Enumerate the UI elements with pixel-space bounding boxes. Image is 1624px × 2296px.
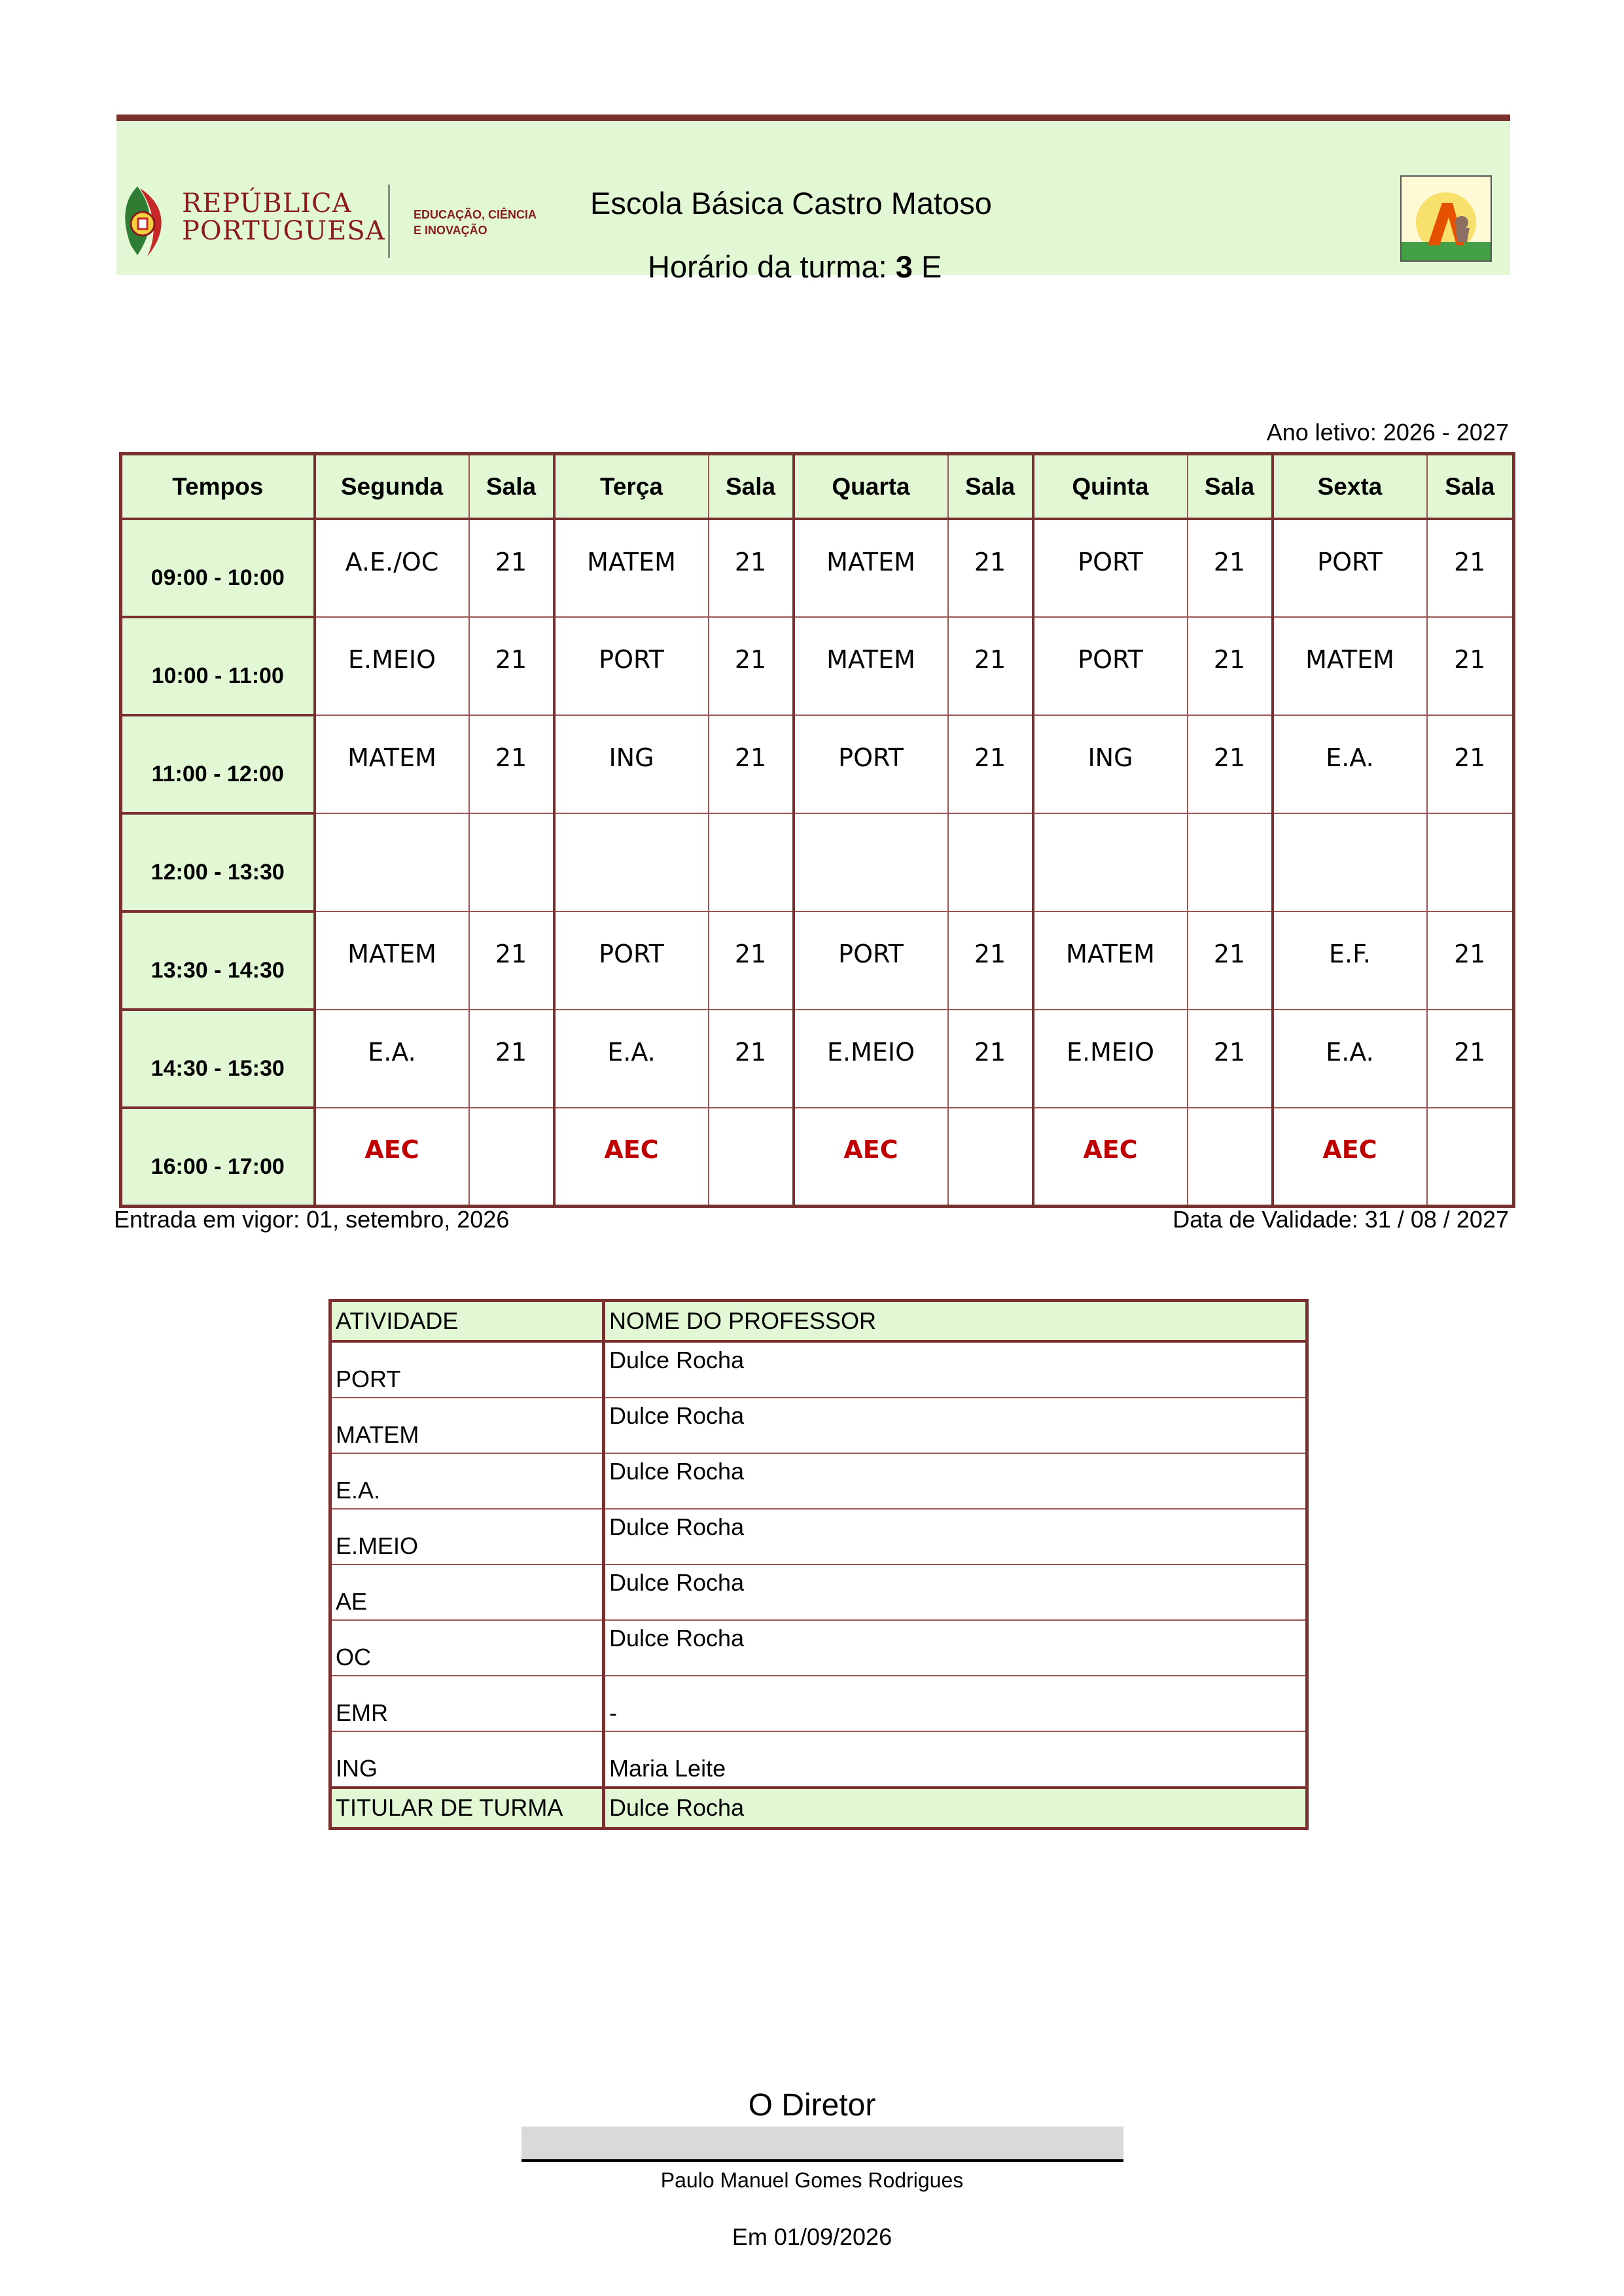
time-slot: 16:00 - 17:00 [121,1108,315,1206]
room-cell [948,813,1033,911]
time-slot: 11:00 - 12:00 [121,715,315,813]
class-tutor-row [330,1788,1307,1829]
class-timetable [119,452,1515,1208]
subject-cell: E.F. [1273,911,1427,1010]
subject-cell: PORT [794,715,948,813]
header-tempos: Tempos [121,454,315,520]
subject-cell: PORT [1033,519,1188,617]
teacher-name-cell: Dulce Rocha [604,1620,1307,1676]
ministry-line1: EDUCAÇÃO, CIÊNCIA [414,208,537,221]
subject-cell: ING [1033,715,1188,813]
header-segunda: Segunda [315,454,469,520]
activity-cell: MATEM [330,1398,604,1453]
header-terca: Terça [554,454,709,520]
subject-cell: MATEM [315,715,469,813]
room-cell: 21 [1427,617,1514,715]
room-cell: 21 [1427,911,1514,1010]
school-name: Escola Básica Castro Matoso [590,186,992,221]
room-cell [1188,813,1273,911]
aec-cell: AEC [315,1108,469,1206]
signature-line [521,2127,1123,2162]
director-label: O Diretor [748,2088,876,2123]
subject-cell: MATEM [1033,911,1188,1010]
room-cell: 21 [948,617,1033,715]
room-cell: 21 [469,1010,554,1108]
room-cell: 21 [1427,1010,1514,1108]
subject-cell: MATEM [794,617,948,715]
class-tutor-name: Dulce Rocha [604,1788,1307,1829]
subject-cell: PORT [554,617,709,715]
room-cell [948,1108,1033,1206]
class-tutor-label: TITULAR DE TURMA [330,1788,604,1829]
room-cell: 21 [469,617,554,715]
room-cell: 21 [709,715,794,813]
signature-date: Em 01/09/2026 [732,2223,892,2250]
room-cell: 21 [948,519,1033,617]
time-slot: 14:30 - 15:30 [121,1010,315,1108]
room-cell: 21 [1188,519,1273,617]
class-label: Horário da turma: [648,249,887,284]
class-letter: E [921,249,942,284]
subject-cell: MATEM [315,911,469,1010]
subject-cell: ING [554,715,709,813]
teacher-row [330,1620,1307,1676]
activity-cell: EMR [330,1676,604,1731]
room-cell: 21 [948,911,1033,1010]
header-activity: ATIVIDADE [330,1301,604,1342]
subject-cell [315,813,469,911]
teacher-name-cell: Dulce Rocha [604,1564,1307,1620]
room-cell: 21 [948,715,1033,813]
timetable-row [121,617,1514,715]
subject-cell: A.E./OC [315,519,469,617]
activity-cell: OC [330,1620,604,1676]
class-year: 3 [895,249,913,284]
time-slot: 12:00 - 13:30 [121,813,315,911]
teacher-row [330,1676,1307,1731]
room-cell [469,1108,554,1206]
activity-cell: E.MEIO [330,1509,604,1564]
activity-cell: AE [330,1564,604,1620]
subject-cell: MATEM [794,519,948,617]
room-cell [469,813,554,911]
activity-cell: ING [330,1731,604,1788]
subject-cell: PORT [1273,519,1427,617]
teacher-row [330,1509,1307,1564]
header-quarta: Quarta [794,454,948,520]
header-sala: Sala [1427,454,1514,520]
room-cell [1427,813,1514,911]
room-cell [1188,1108,1273,1206]
teacher-row [330,1398,1307,1453]
room-cell: 21 [709,519,794,617]
teacher-name-cell: Dulce Rocha [604,1398,1307,1453]
teacher-row [330,1564,1307,1620]
subject-cell: MATEM [554,519,709,617]
room-cell: 21 [469,911,554,1010]
time-slot: 13:30 - 14:30 [121,911,315,1010]
validity-date: Data de Validade: 31 / 08 / 2027 [1173,1206,1509,1233]
activity-cell: E.A. [330,1453,604,1509]
teachers-header-row [330,1301,1307,1342]
teacher-name-cell: Dulce Rocha [604,1509,1307,1564]
room-cell [709,1108,794,1206]
header-teacher: NOME DO PROFESSOR [604,1301,1307,1342]
room-cell: 21 [469,715,554,813]
teachers-table [328,1299,1309,1830]
header-sexta: Sexta [1273,454,1427,520]
subject-cell: PORT [794,911,948,1010]
room-cell: 21 [1188,715,1273,813]
room-cell: 21 [1188,1010,1273,1108]
aec-cell: AEC [794,1108,948,1206]
teacher-name-cell: - [604,1676,1307,1731]
subject-cell: E.A. [315,1010,469,1108]
room-cell: 21 [1427,519,1514,617]
teacher-row [330,1341,1307,1398]
timetable-row [121,519,1514,617]
room-cell: 21 [469,519,554,617]
school-year: Ano letivo: 2026 - 2027 [1266,419,1509,446]
timetable-header-row [121,454,1514,520]
aec-cell: AEC [1273,1108,1427,1206]
subject-cell: PORT [554,911,709,1010]
subject-cell: E.MEIO [315,617,469,715]
teacher-name-cell: Dulce Rocha [604,1341,1307,1398]
class-title [648,249,942,285]
subject-cell: E.A. [554,1010,709,1108]
effective-date: Entrada em vigor: 01, setembro, 2026 [114,1206,510,1233]
subject-cell [1033,813,1188,911]
header-sala: Sala [469,454,554,520]
header-sala: Sala [709,454,794,520]
gov-name-line1: REPÚBLICA [182,188,352,219]
room-cell [1427,1108,1514,1206]
time-slot: 10:00 - 11:00 [121,617,315,715]
room-cell: 21 [1188,617,1273,715]
teacher-name-cell: Maria Leite [604,1731,1307,1788]
room-cell: 21 [709,617,794,715]
aec-cell: AEC [1033,1108,1188,1206]
time-slot: 09:00 - 10:00 [121,519,315,617]
portuguese-republic-emblem-icon [118,183,177,262]
teacher-name-cell: Dulce Rocha [604,1453,1307,1509]
header-quinta: Quinta [1033,454,1188,520]
director-name: Paulo Manuel Gomes Rodrigues [660,2168,964,2192]
subject-cell: PORT [1033,617,1188,715]
room-cell: 21 [1427,715,1514,813]
gov-name-line2: PORTUGUESA [182,216,385,246]
header-sala: Sala [1188,454,1273,520]
subject-cell [554,813,709,911]
timetable-row [121,1010,1514,1108]
header-sala: Sala [948,454,1033,520]
room-cell [709,813,794,911]
teacher-row [330,1731,1307,1788]
logo-divider [388,185,390,258]
timetable-row [121,813,1514,911]
subject-cell [794,813,948,911]
subject-cell: E.A. [1273,715,1427,813]
timetable-row [121,715,1514,813]
activity-cell: PORT [330,1341,604,1398]
room-cell: 21 [1188,911,1273,1010]
teacher-row [330,1453,1307,1509]
ministry-line2: E INOVAÇÃO [414,224,487,237]
timetable-row [121,1108,1514,1206]
room-cell: 21 [948,1010,1033,1108]
aec-cell: AEC [554,1108,709,1206]
subject-cell: E.A. [1273,1010,1427,1108]
subject-cell: E.MEIO [794,1010,948,1108]
timetable-row [121,911,1514,1010]
room-cell: 21 [709,1010,794,1108]
subject-cell: E.MEIO [1033,1010,1188,1108]
room-cell: 21 [709,911,794,1010]
header-top-rule [116,115,1510,121]
subject-cell [1273,813,1427,911]
school-logo-icon [1400,175,1492,262]
subject-cell: MATEM [1273,617,1427,715]
